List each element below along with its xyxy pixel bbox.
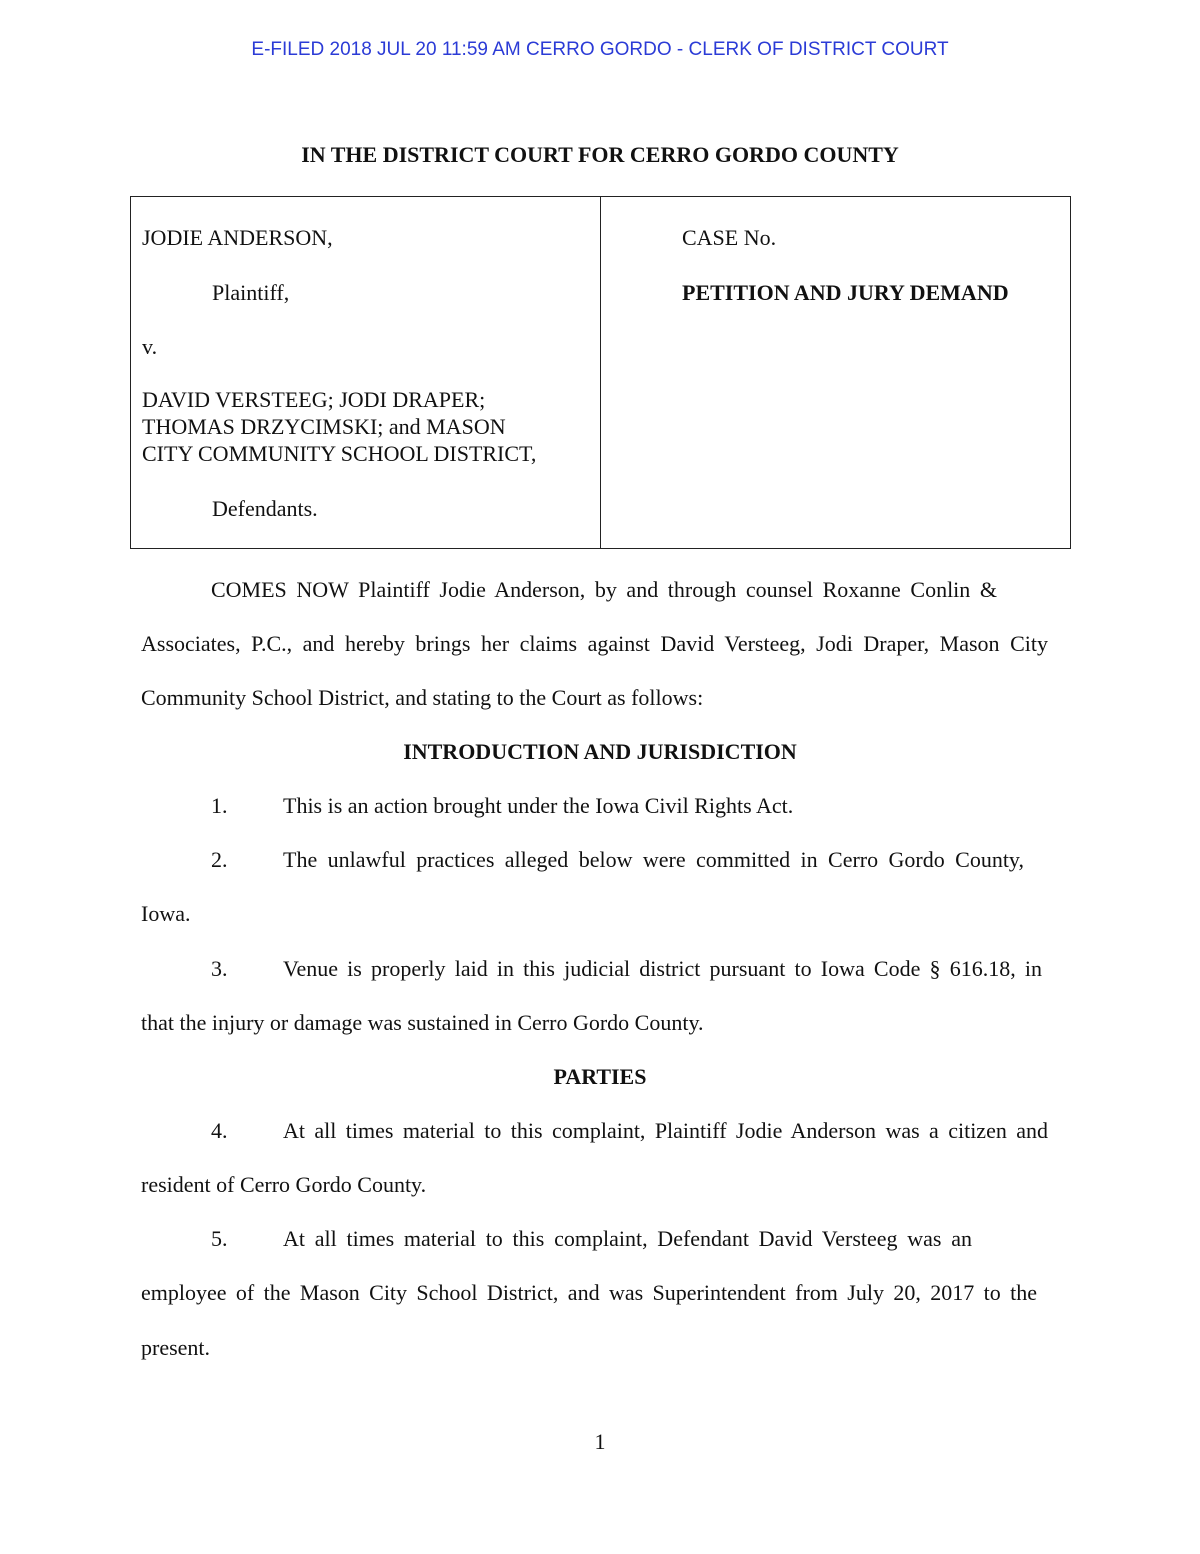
para-number: 4. [211,1118,228,1143]
para-text: employee of the Mason City School District, and was Superintendent from July 20, 2017 to the [141,1280,1037,1305]
para-text: resident of Cerro Gordo County. [141,1172,427,1197]
para-text: Iowa. [141,901,191,926]
defendants-role: Defendants. [212,496,318,521]
intro-line: Associates, P.C., and hereby brings her claims against David Versteeg, Jodi Draper, Mason City [141,631,1048,656]
section-heading-parties: PARTIES [553,1064,647,1089]
defendants-line: CITY COMMUNITY SCHOOL DISTRICT, [142,441,537,466]
section-heading-intro: INTRODUCTION AND JURISDICTION [403,739,797,764]
plaintiff-name: JODIE ANDERSON, [142,225,333,250]
para-text: The unlawful practices alleged below were committed in Cerro Gordo County, [283,847,1024,872]
para-number: 1. [211,793,228,818]
court-title: IN THE DISTRICT COURT FOR CERRO GORDO COUNTY [301,142,899,167]
intro-line: Community School District, and stating to the Court as follows: [141,685,704,710]
para-text: This is an action brought under the Iowa Civil Rights Act. [283,793,794,818]
efiled-stamp: E-FILED 2018 JUL 20 11:59 AM CERRO GORDO - CLERK OF DISTRICT COURT [251,39,949,60]
para-text: present. [141,1335,211,1360]
para-number: 2. [211,847,228,872]
para-text: At all times material to this complaint, Plaintiff Jodie Anderson was a citizen and [283,1118,1048,1143]
document-title: PETITION AND JURY DEMAND [682,280,1009,305]
plaintiff-role: Plaintiff, [212,280,290,305]
page-number: 1 [594,1429,606,1454]
para-text: Venue is properly laid in this judicial district pursuant to Iowa Code § 616.18, in [283,956,1042,981]
defendants-line: DAVID VERSTEEG; JODI DRAPER; [142,387,486,412]
case-number: CASE No. [682,225,777,250]
para-number: 3. [211,956,228,981]
para-text: At all times material to this complaint, Defendant David Versteeg was an [283,1226,972,1251]
para-text: that the injury or damage was sustained in Cerro Gordo County. [141,1010,704,1035]
para-number: 5. [211,1226,228,1251]
caption-divider [600,197,601,548]
defendants-line: THOMAS DRZYCIMSKI; and MASON [142,414,506,439]
versus: v. [142,334,158,359]
intro-line: COMES NOW Plaintiff Jodie Anderson, by and through counsel Roxanne Conlin & [211,577,997,602]
case-caption [130,196,1071,549]
